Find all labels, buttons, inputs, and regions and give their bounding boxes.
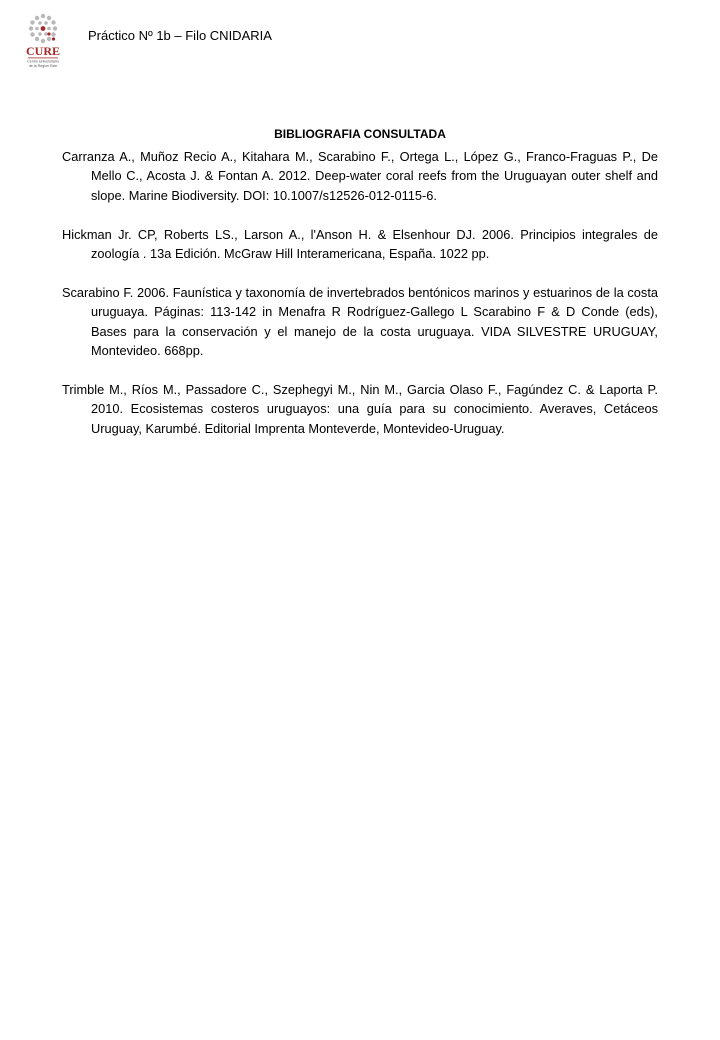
reference-item: Carranza A., Muñoz Recio A., Kitahara M., Scarabino F., Ortega L., López G., Franco-Fraguas P., De Mello C., Acosta J. & Fontan A. 2012. Deep-water coral reefs from the Uruguayan outer shelf and slope. Marine Biodiversity. DOI: 10.1007/s12526-012-0115-6. — [62, 149, 658, 203]
reference-item: Scarabino F. 2006. Faunística y taxonomía de invertebrados bentónicos marinos y estuarinos de la costa uruguaya. Páginas: 113-142 in Menafra R Rodríguez-Gallego L Scarabino F & D Conde (eds), Bases para la conservación y el manejo de la costa uruguaya. VIDA SILVESTRE URUGUAY, Montevideo. 668pp. — [62, 284, 658, 359]
cure-logo — [22, 12, 64, 70]
logo-subtitle-line-2: de la Región Este — [28, 64, 58, 68]
logo-subtitle-line-1: Centro Universitario — [27, 59, 59, 64]
logo-wordmark: CURE — [25, 44, 61, 58]
reference-item: Trimble M., Ríos M., Passadore C., Szephegyi M., Nin M., Garcia Olaso F., Fagúndez C. & Laporta P. 2010. Ecosistemas costeros uruguayos: una guía para su conocimiento. Averaves, Cetáceos Uruguay, Karumbé. Editorial Imprenta Monteverde, Montevideo-Uruguay. — [62, 381, 658, 436]
page-header — [22, 12, 698, 72]
cure-logo-graphic — [22, 12, 64, 70]
reference-item: Hickman Jr. CP, Roberts LS., Larson A., l'Anson H. & Elsenhour DJ. 2006. Principios integrales de zoología . 13a Edición. McGraw Hill Interamericana, España. 1022 pp. — [62, 226, 658, 262]
page-header-title: Práctico Nº 1b – Filo CNIDARIA — [88, 28, 272, 43]
bibliography-section — [62, 126, 658, 457]
section-title: BIBLIOGRAFIA CONSULTADA — [274, 127, 446, 141]
